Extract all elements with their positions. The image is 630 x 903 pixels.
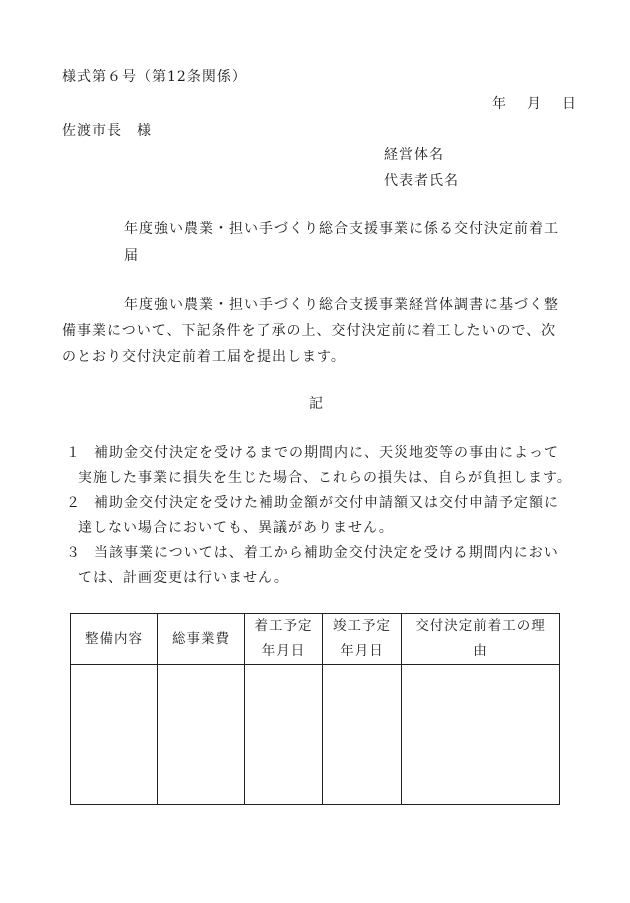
header-start-date: [245, 614, 323, 665]
header-line: 竣工予定: [333, 618, 391, 634]
header-line: 総事業費: [172, 630, 230, 647]
header-line: 着工予定: [254, 618, 313, 634]
cell-work-content[interactable]: [71, 665, 158, 805]
cell-total-cost[interactable]: [158, 665, 245, 805]
schedule-table: [70, 613, 560, 805]
date-day-label: 日: [562, 96, 577, 112]
header-work-content: [71, 614, 158, 665]
representative-name-label: 代表者氏名: [384, 173, 459, 189]
business-name-label: 経営体名: [384, 147, 444, 163]
condition-text: 補助金交付決定を受けた補助金額が交付申請額又は交付申請予定額に: [94, 495, 559, 511]
header-line: 整備内容: [85, 630, 143, 647]
header-line: 交付決定前着工の理: [415, 618, 546, 634]
header-line: 年月日: [261, 643, 306, 659]
body-text-line-2: 備事業について、下記条件を了承の上、交付決定前に着工したいので、次: [62, 323, 557, 339]
form-number: 様式第６号（第12条関係）: [62, 69, 247, 85]
condition-number: ３: [66, 545, 81, 561]
header-total-cost: [158, 614, 245, 665]
body-text-line-1: 年度強い農業・担い手づくり総合支援事業経営体調書に基づく整: [124, 297, 559, 313]
ki-heading: 記: [309, 396, 324, 412]
condition-text: 補助金交付決定を受けるまでの期間内に、天災地変等の事由によって: [94, 445, 559, 461]
date-month-label: 月: [527, 96, 542, 112]
document-title-cont: 届: [124, 248, 139, 264]
cell-reason[interactable]: [402, 665, 560, 805]
body-text-line-3: のとおり交付決定前着工届を提出します。: [62, 349, 346, 365]
condition-text: 当該事業については、着工から補助金交付決定を受ける期間内におい: [94, 545, 559, 561]
document-title: 年度強い農業・担い手づくり総合支援事業に係る交付決定前着工: [124, 221, 559, 237]
header-line: 由: [473, 643, 488, 659]
date-line: [492, 93, 577, 113]
cell-start-date[interactable]: [245, 665, 323, 805]
condition-text-cont: ては、計画変更は行いません。: [78, 570, 289, 586]
condition-text-cont: 達しない場合においても、異議がありません。: [78, 520, 394, 536]
table-row: [71, 665, 560, 805]
condition-number: １: [66, 445, 81, 461]
condition-number: ２: [66, 495, 81, 511]
header-line: 年月日: [340, 643, 384, 659]
cell-completion-date[interactable]: [323, 665, 402, 805]
header-reason: [402, 614, 560, 665]
addressee: 佐渡市長 様: [62, 123, 152, 139]
header-completion-date: [323, 614, 402, 665]
condition-text-cont: 実施した事業に損失を生じた場合、これらの損失は、自らが負担します。: [78, 470, 572, 486]
table-header-row: [71, 614, 560, 665]
date-year-label: 年: [492, 96, 507, 112]
